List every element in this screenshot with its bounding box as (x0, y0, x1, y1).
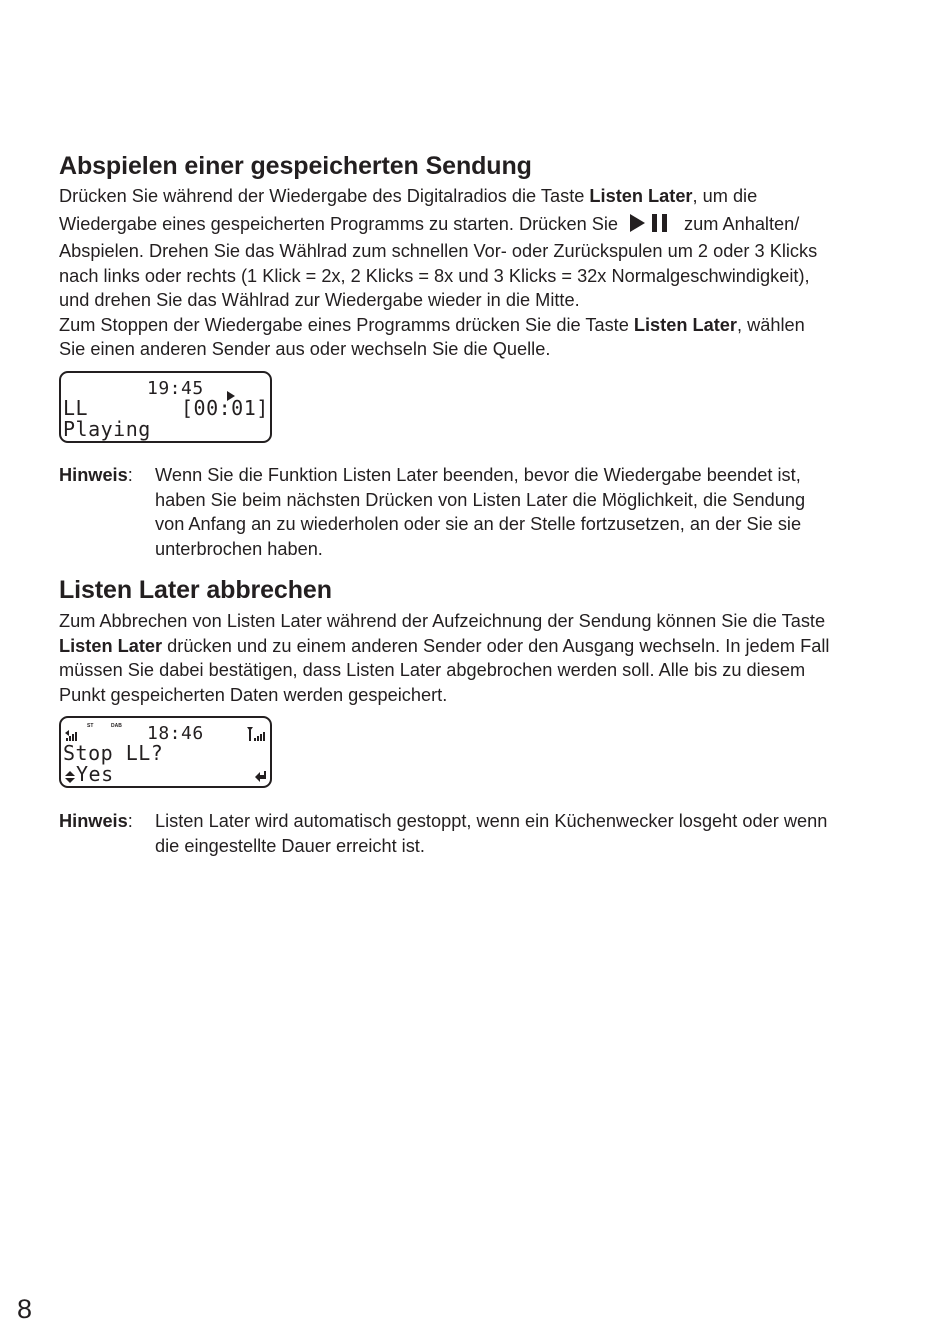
text-line: und drehen Sie das Wählrad zur Wiedergabe wieder in die Mitte. (59, 290, 580, 310)
lcd-line-2-right: [00:01] (181, 396, 269, 420)
signal-strength-icon (247, 726, 267, 745)
text-line: müssen Sie dabei bestätigen, dass Listen Later abgebrochen werden soll. Alle bis zu diesem (59, 660, 806, 680)
listen-later-key-label: Listen Later (59, 635, 163, 656)
text-line: Listen Later drücken und zu einem anderen Sender oder den Ausgang wechseln. In jedem Fall (59, 635, 830, 656)
note-text: Listen Later wird automatisch gestoppt, wenn ein Küchenwecker losgeht oder wenn die eingestellte Dauer erreicht ist. (155, 811, 828, 856)
section-heading-cancel: Listen Later abbrechen (59, 576, 332, 604)
lcd-line-3: Playing (63, 417, 151, 441)
listen-later-key-label: Listen Later (633, 314, 737, 335)
playback-paragraph (59, 184, 899, 362)
text-line: Wiedergabe eines gespeicherten Programms zu starten. Drücken Sie zum Anhalten/ (59, 212, 899, 240)
text-line: Zum Abbrechen von Listen Later während der Aufzeichnung der Sendung können Sie die Taste (59, 611, 826, 631)
lcd-line-3: Yes (76, 762, 114, 786)
lcd-time: 18:46 (147, 723, 204, 744)
note-label: Hinweis: (59, 811, 133, 831)
lcd-line-2-left: LL (63, 396, 89, 420)
lcd-time: 19:45 (147, 378, 204, 399)
listen-later-key-label: Listen Later (589, 186, 693, 206)
text-line: Punkt gespeicherten Daten werden gespeichert. (59, 684, 448, 705)
dab-indicator: DAB (111, 723, 122, 729)
text-line: Sie einen anderen Sender aus oder wechseln Sie die Quelle. (59, 339, 551, 359)
text-line: Abspielen. Drehen Sie das Wählrad zum schnellen Vor- oder Zurückspulen um 2 oder 3 Klicks (59, 241, 818, 261)
section-heading-playback: Abspielen einer gespeicherten Sendung (59, 152, 532, 180)
text-line: nach links oder rechts (1 Klick = 2x, 2 Klicks = 8x und 3 Klicks = 32x Normalgeschwindigkeit), (59, 265, 810, 286)
lcd-display-stop (59, 716, 272, 788)
text-line: Drücken Sie während der Wiedergabe des Digitalradios die Taste Listen Later, um die (59, 186, 758, 206)
text-line: Zum Stoppen der Wiedergabe eines Programms drücken Sie die Taste Listen Later, wählen (59, 314, 805, 335)
lcd-display-playing (59, 371, 272, 443)
lcd-line-2: Stop LL? (63, 741, 164, 765)
enter-icon (255, 768, 267, 787)
note-label: Hinweis: (59, 465, 133, 485)
page-number: 8 (17, 1294, 33, 1324)
dial-arrow-icon (64, 768, 76, 787)
stereo-indicator: ST (87, 723, 94, 729)
play-pause-icon (630, 213, 674, 240)
note-text: Wenn Sie die Funktion Listen Later beenden, bevor die Wiedergabe beendet ist, haben Sie beim nächsten Drücken von Listen Later die Möglichkeit, die Sendung von Anfang an zu wiederholen oder sie an der Stelle fortzusetzen, an der Sie sie unterbrochen haben. (155, 465, 806, 559)
cancel-paragraph (59, 609, 899, 707)
